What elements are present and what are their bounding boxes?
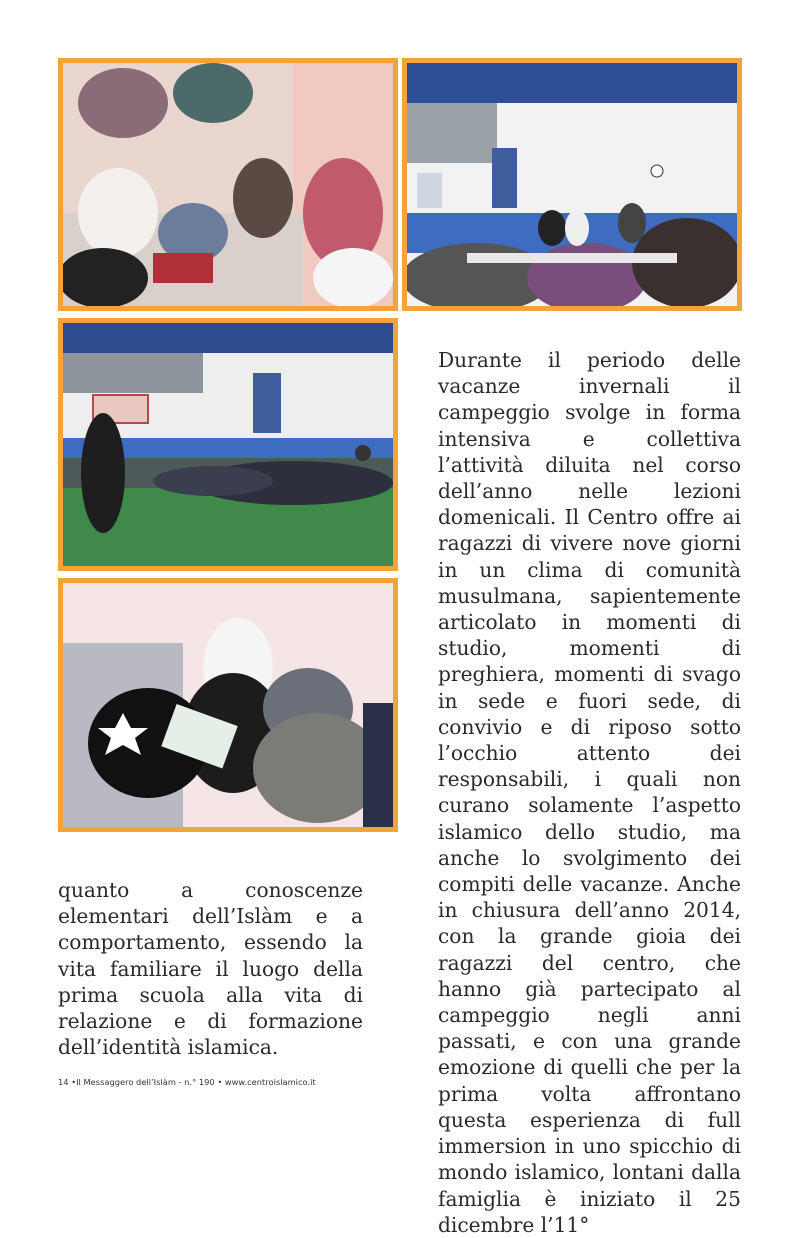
photo-women-reading: [58, 578, 398, 832]
photo-children-on-floor: [58, 58, 398, 311]
article-text-left-column: quanto a conoscenze elementari dell’Islàm e a comportamento, essendo la vita familiare il luogo della prima scuola alla vita di relazione e di formazione dell’identità islamica.: [58, 878, 363, 1060]
photo-classroom-hall: [402, 58, 742, 311]
article-text-right-column: Durante il periodo delle vacanze invernali il campeggio svolge in forma intensiva e collettiva l’attività diluita nel corso dell’anno nelle lezioni domenicali. Il Centro offre ai ragazzi di vivere nove giorni in un clima di comunità musulmana, sapientemente articolato in momenti di studio, momenti di preghiera, momenti di svago in sede e fuori sede, di convivio e di riposo sotto l’occhio attento dei responsabili, i quali non curano solamente l’aspetto islamico dello studio, ma anche lo svolgimento dei compiti delle vacanze. Anche in chiusura dell’anno 2014, con la grande gioia dei ragazzi del centro, che hanno già partecipato al campeggio negli anni passati, e con una grande emozione di quelli che per la prima volta affrontano questa esperienza di full immersion in uno spicchio di mondo islamico, lontani dalla famiglia è iniziato il 25 dicembre l’11°: [438, 348, 741, 1237]
page-footer: 14 •Il Messaggero dell’Islàm - n.° 190 • www.centroislamico.it: [58, 1077, 316, 1087]
photo-group-on-carpet: [58, 318, 398, 571]
